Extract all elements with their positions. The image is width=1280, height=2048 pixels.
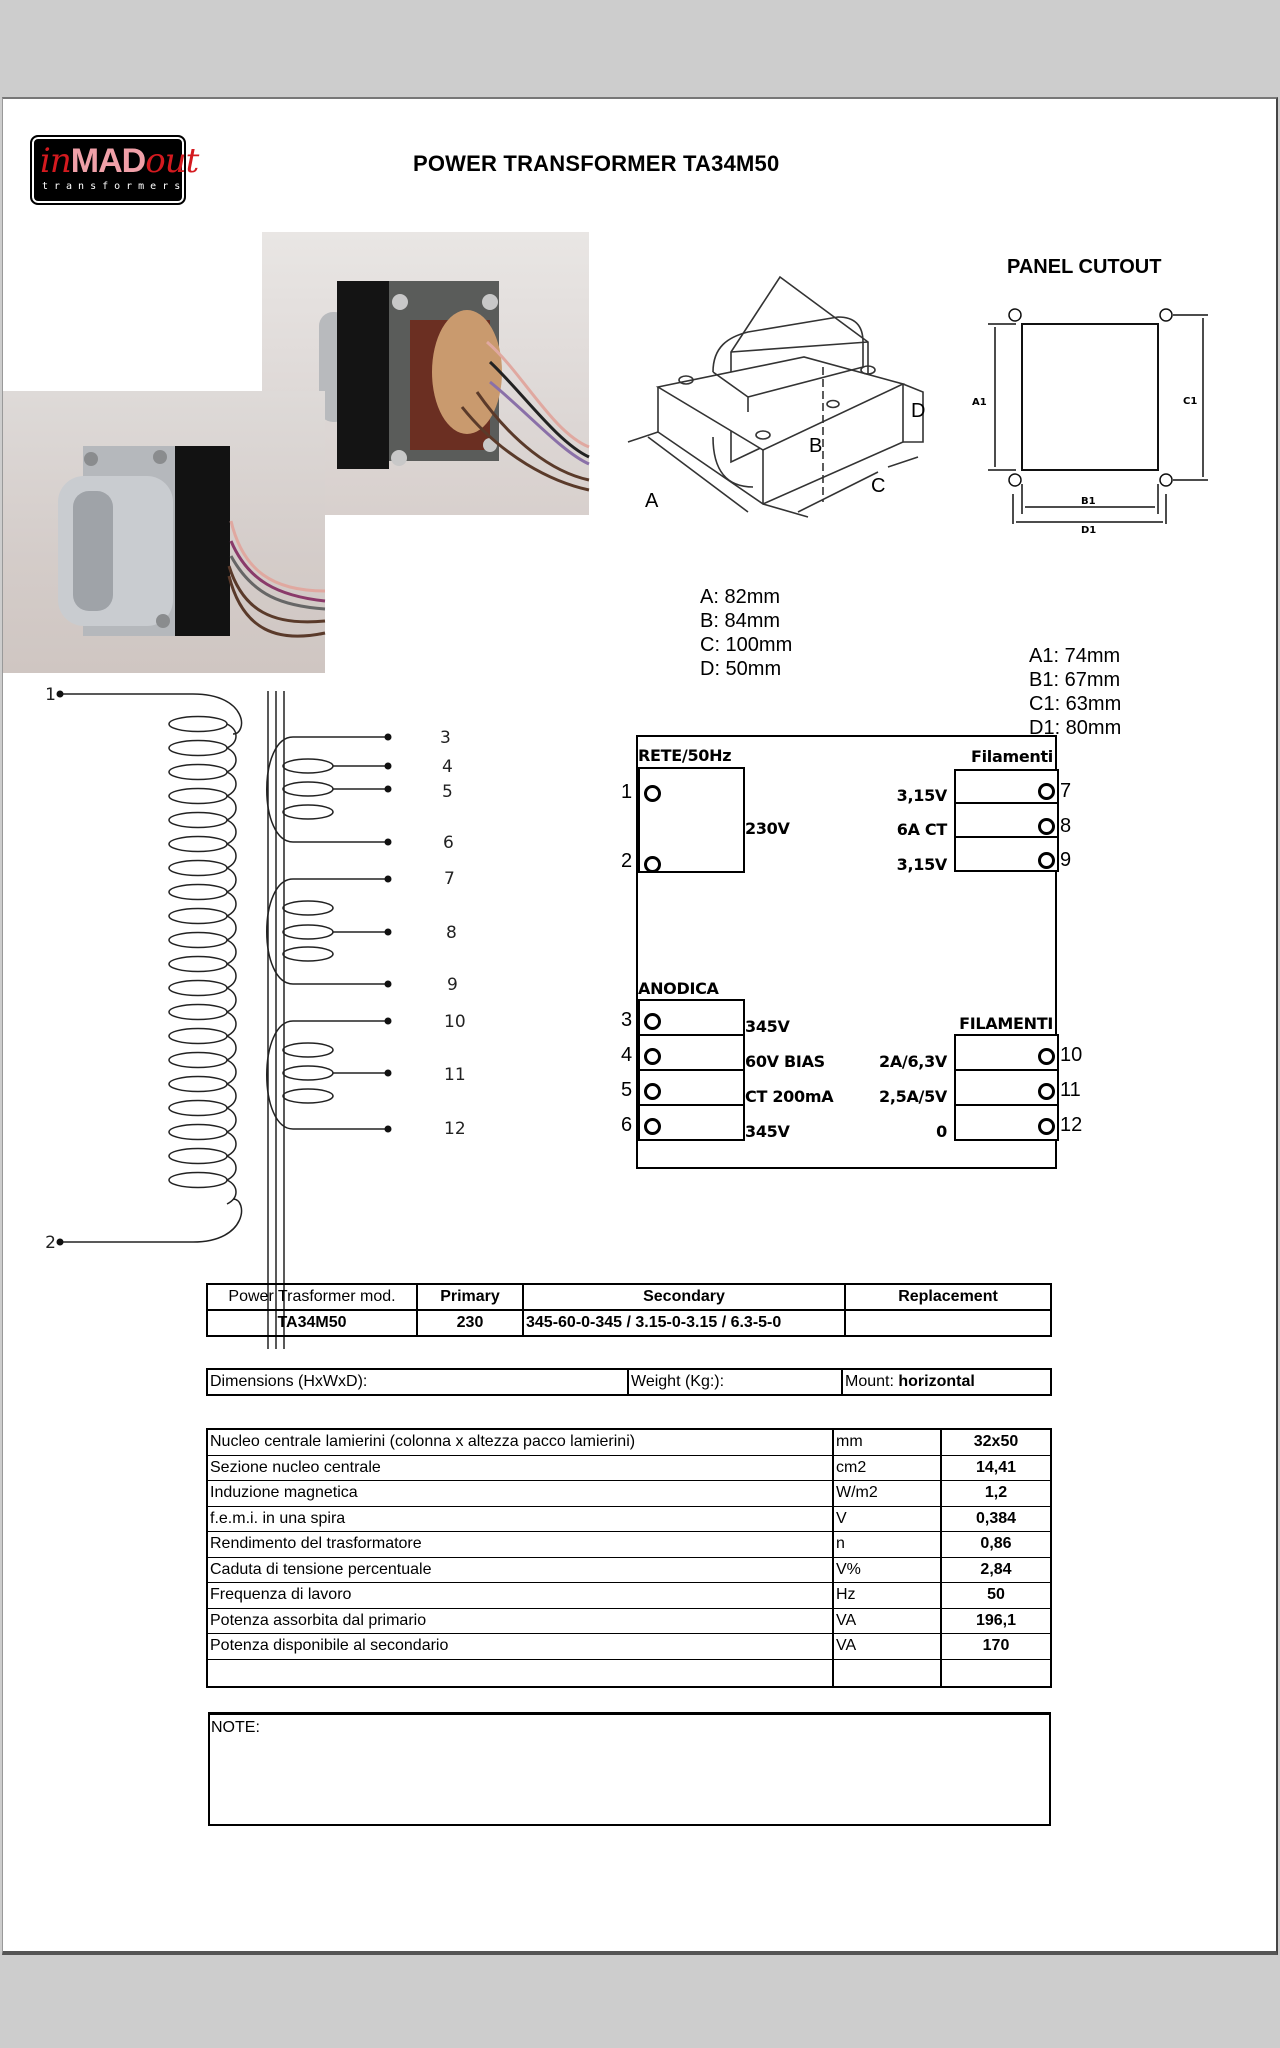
terminal-9-icon <box>1038 852 1055 869</box>
pin-dot-icon <box>57 1239 64 1246</box>
pin-dot-icon <box>385 786 392 793</box>
spec-value: 14,41 <box>941 1455 1051 1481</box>
primary-coil-arc <box>227 1036 236 1060</box>
panel-cutout-drawing <box>963 299 1213 739</box>
wiring-pin-1: 1 <box>621 781 633 803</box>
dim-value-c: C: 100mm <box>700 634 793 656</box>
dim-label-b: B <box>809 435 823 457</box>
cutout-value-d1: D1: 80mm <box>1029 717 1122 739</box>
spec-row <box>207 1659 1051 1687</box>
mount-value: horizontal <box>898 1373 975 1390</box>
anode-label-5: CT 200mA <box>745 1087 834 1106</box>
pin-label-6: 6 <box>443 833 454 853</box>
primary-coil-arc <box>227 748 236 772</box>
primary-coil-arc <box>227 1012 236 1036</box>
dimension-values <box>700 585 792 681</box>
specs-table <box>206 1428 1052 1688</box>
panel-cutout-title: PANEL CUTOUT <box>1007 256 1162 278</box>
page-title: POWER TRANSFORMER TA34M50 <box>413 151 780 176</box>
primary-coil-arc <box>227 820 236 844</box>
primary-coil-turn <box>169 813 227 828</box>
cell-primary: 230 <box>417 1310 523 1336</box>
spec-value: 0,384 <box>941 1506 1051 1532</box>
pin-label-2: 2 <box>45 1233 56 1253</box>
spec-row <box>207 1557 1051 1583</box>
cutout-value-a1: A1: 74mm <box>1029 645 1121 667</box>
schematic-svg <box>43 679 483 1349</box>
terminal-6-icon <box>644 1118 661 1135</box>
pin-label-12: 12 <box>444 1119 466 1139</box>
logo-wordmark: inMADout <box>40 141 199 181</box>
spec-value: 0,86 <box>941 1532 1051 1558</box>
dim-label-a: A <box>645 490 659 512</box>
cell-replacement <box>845 1310 1051 1336</box>
cell-model: TA34M50 <box>207 1310 417 1336</box>
primary-coil-turn <box>169 1101 227 1116</box>
isometric-transformer-drawing <box>618 232 948 532</box>
primary-coil-arc <box>227 1132 236 1156</box>
transformer-front-illustration <box>3 391 325 673</box>
spec-row <box>207 1455 1051 1481</box>
primary-coil-turn <box>169 1173 227 1188</box>
filament2-title: FILAMENTI <box>959 1014 1053 1033</box>
pin-label-9: 9 <box>447 975 458 995</box>
spec-param: Potenza assorbita dal primario <box>207 1608 833 1634</box>
spec-row <box>207 1532 1051 1558</box>
spec-param: Induzione magnetica <box>207 1481 833 1507</box>
spec-unit: Hz <box>833 1583 941 1609</box>
spec-value <box>941 1659 1051 1687</box>
pin-dot-icon <box>385 763 392 770</box>
spec-value: 50 <box>941 1583 1051 1609</box>
cutout-value-c1: C1: 63mm <box>1029 693 1122 715</box>
spec-param: Frequenza di lavoro <box>207 1583 833 1609</box>
primary-coil-arc <box>227 1084 236 1108</box>
spec-unit: cm2 <box>833 1455 941 1481</box>
header-replacement: Replacement <box>845 1284 1051 1310</box>
pin-dot-icon <box>385 1018 392 1025</box>
spec-param <box>207 1659 833 1687</box>
primary-coil-turn <box>169 933 227 948</box>
filament1-label-8: 6A CT <box>896 820 947 839</box>
panel-cutout-svg <box>963 299 1213 536</box>
spec-value: 32x50 <box>941 1429 1051 1455</box>
wiring-diagram <box>621 735 1083 1169</box>
wiring-pin-5: 5 <box>621 1079 633 1101</box>
pin-label-8: 8 <box>446 923 457 943</box>
secondary-coil-turn <box>283 1043 333 1057</box>
pin-label-3: 3 <box>440 728 451 748</box>
document-page <box>2 97 1278 1955</box>
wiring-pin-11: 11 <box>1060 1079 1081 1101</box>
secondary-coil-turn <box>283 1066 333 1080</box>
primary-coil-turn <box>169 909 227 924</box>
info-table <box>206 1368 1052 1396</box>
spec-param: f.e.m.i. in una spira <box>207 1506 833 1532</box>
terminal-8-icon <box>1038 818 1055 835</box>
spec-unit: V <box>833 1506 941 1532</box>
primary-coil-turn <box>169 981 227 996</box>
spec-row <box>207 1634 1051 1660</box>
primary-coil-arc <box>227 868 236 892</box>
primary-coil-turn <box>169 1005 227 1020</box>
primary-coil-turn <box>169 1125 227 1140</box>
spec-unit: n <box>833 1532 941 1558</box>
spec-value: 1,2 <box>941 1481 1051 1507</box>
pin-label-7: 7 <box>444 869 455 889</box>
primary-coil-arc <box>227 1060 236 1084</box>
primary-coil-arc <box>227 916 236 940</box>
primary-coil-arc <box>227 988 236 1012</box>
filament2-label-12: 0 <box>936 1122 947 1141</box>
anode-label-4: 60V BIAS <box>745 1052 825 1071</box>
pin-label-10: 10 <box>444 1012 466 1032</box>
primary-coil-arc <box>227 844 236 868</box>
terminal-12-icon <box>1038 1118 1055 1135</box>
pin-dot-icon <box>385 929 392 936</box>
spec-unit: V% <box>833 1557 941 1583</box>
terminal-7-icon <box>1038 783 1055 800</box>
summary-table <box>206 1283 1052 1337</box>
primary-coil-arc <box>227 940 236 964</box>
cutout-label-a1: A1 <box>972 397 987 408</box>
spec-row <box>207 1481 1051 1507</box>
pin-dot-icon <box>385 1070 392 1077</box>
spec-value: 196,1 <box>941 1608 1051 1634</box>
filament1-label-9: 3,15V <box>896 855 947 874</box>
spec-param: Caduta di tensione percentuale <box>207 1557 833 1583</box>
transformer-photo-front <box>3 391 325 673</box>
pin-label-5: 5 <box>442 782 453 802</box>
primary-coil-arc <box>227 772 236 796</box>
dim-value-b: B: 84mm <box>700 610 781 632</box>
primary-coil-turn <box>169 1029 227 1044</box>
primary-coil-arc <box>227 796 236 820</box>
secondary-coil-turn <box>283 925 333 939</box>
terminal-5-icon <box>644 1083 661 1100</box>
cutout-label-c1: C1 <box>1183 396 1198 407</box>
primary-coil-turn <box>169 765 227 780</box>
secondary-coil-turn <box>283 901 333 915</box>
spec-param: Nucleo centrale lamierini (colonna x altezza pacco lamierini) <box>207 1429 833 1455</box>
wiring-pin-2: 2 <box>621 850 633 872</box>
primary-coil-arc <box>227 1180 236 1204</box>
wiring-pin-12: 12 <box>1060 1114 1083 1136</box>
cutout-values <box>1029 644 1121 740</box>
secondary-coil-turn <box>283 947 333 961</box>
dim-label-d: D <box>911 400 926 422</box>
terminal-10-icon <box>1038 1048 1055 1065</box>
secondary-coil-turn <box>283 782 333 796</box>
pin-dot-icon <box>385 734 392 741</box>
primary-coil-arc <box>227 892 236 916</box>
primary-title: RETE/50Hz <box>638 746 732 765</box>
pin-dot-icon <box>385 1126 392 1133</box>
wiring-pin-8: 8 <box>1060 815 1072 837</box>
primary-coil-turn <box>169 1077 227 1092</box>
primary-coil-turn <box>169 789 227 804</box>
primary-coil-turn <box>169 717 227 732</box>
primary-voltage: 230V <box>745 819 790 838</box>
spec-value: 2,84 <box>941 1557 1051 1583</box>
wiring-pin-3: 3 <box>621 1009 633 1031</box>
weight-cell: Weight (Kg:): <box>628 1369 842 1395</box>
primary-coil-turn <box>169 1053 227 1068</box>
spec-unit <box>833 1659 941 1687</box>
primary-coil-turn <box>169 741 227 756</box>
dimension-drawing <box>618 232 948 680</box>
spec-row <box>207 1583 1051 1609</box>
pin-dot-icon <box>57 691 64 698</box>
primary-coil-turn <box>169 885 227 900</box>
filament2-label-11: 2,5A/5V <box>879 1087 947 1106</box>
info-row <box>207 1369 1051 1395</box>
spec-unit: W/m2 <box>833 1481 941 1507</box>
pin-dot-icon <box>385 839 392 846</box>
dim-label-c: C <box>871 475 886 497</box>
pin-label-11: 11 <box>444 1065 466 1085</box>
header-secondary: Secondary <box>523 1284 845 1310</box>
secondary-coil-turn <box>283 759 333 773</box>
mount-cell <box>842 1369 1051 1395</box>
primary-coil-turn <box>169 837 227 852</box>
cell-secondary: 345-60-0-345 / 3.15-0-3.15 / 6.3-5-0 <box>523 1310 845 1336</box>
anode-title: ANODICA <box>638 979 719 998</box>
spec-param: Sezione nucleo centrale <box>207 1455 833 1481</box>
note-label: NOTE: <box>211 1719 260 1736</box>
spec-row <box>207 1608 1051 1634</box>
primary-coil-arc <box>227 1156 236 1180</box>
summary-data-row <box>207 1310 1051 1336</box>
spec-row <box>207 1506 1051 1532</box>
anode-label-6: 345V <box>745 1122 790 1141</box>
filament2-label-10: 2A/6,3V <box>879 1052 947 1071</box>
note-box <box>208 1712 1051 1826</box>
secondary-coil-turn <box>283 805 333 819</box>
primary-coil-turn <box>169 957 227 972</box>
logo-subtitle: transformers <box>42 181 187 192</box>
terminal-1-icon <box>644 785 661 802</box>
terminal-4-icon <box>644 1048 661 1065</box>
dimensions-cell: Dimensions (HxWxD): <box>207 1369 628 1395</box>
wiring-pin-10: 10 <box>1060 1044 1083 1066</box>
inmadout-logo <box>30 135 199 205</box>
primary-coil-turn <box>169 1149 227 1164</box>
summary-header-row <box>207 1284 1051 1310</box>
cutout-value-b1: B1: 67mm <box>1029 669 1121 691</box>
wiring-pin-6: 6 <box>621 1114 633 1136</box>
header-primary: Primary <box>417 1284 523 1310</box>
spec-row <box>207 1429 1051 1455</box>
terminal-3-icon <box>644 1013 661 1030</box>
wiring-pin-4: 4 <box>621 1044 633 1066</box>
primary-coil-turn <box>169 861 227 876</box>
filament1-title: Filamenti <box>970 747 1053 766</box>
spec-param: Potenza disponibile al secondario <box>207 1634 833 1660</box>
pin-dot-icon <box>385 876 392 883</box>
cutout-label-b1: B1 <box>1081 496 1096 507</box>
spec-value: 170 <box>941 1634 1051 1660</box>
cutout-label-d1: D1 <box>1081 525 1097 536</box>
spec-param: Rendimento del trasformatore <box>207 1532 833 1558</box>
secondary-coil-turn <box>283 1089 333 1103</box>
pin-label-1: 1 <box>45 685 56 705</box>
primary-coil-arc <box>227 1108 236 1132</box>
wiring-pin-9: 9 <box>1060 849 1072 871</box>
spec-unit: VA <box>833 1608 941 1634</box>
spec-unit: VA <box>833 1634 941 1660</box>
filament1-label-7: 3,15V <box>896 786 947 805</box>
terminal-2-icon <box>644 856 661 873</box>
mount-label: Mount: <box>845 1373 899 1390</box>
primary-coil-arc <box>227 964 236 988</box>
pin-label-4: 4 <box>442 757 453 777</box>
terminal-11-icon <box>1038 1083 1055 1100</box>
dim-value-d: D: 50mm <box>700 658 782 680</box>
anode-label-3: 345V <box>745 1017 790 1036</box>
wiring-pin-7: 7 <box>1060 780 1072 802</box>
dim-value-a: A: 82mm <box>700 586 781 608</box>
header-model: Power Trasformer mod. <box>207 1284 417 1310</box>
spec-unit: mm <box>833 1429 941 1455</box>
primary-coil-arc <box>227 724 236 748</box>
pin-dot-icon <box>385 981 392 988</box>
transformer-schematic <box>43 679 483 1349</box>
